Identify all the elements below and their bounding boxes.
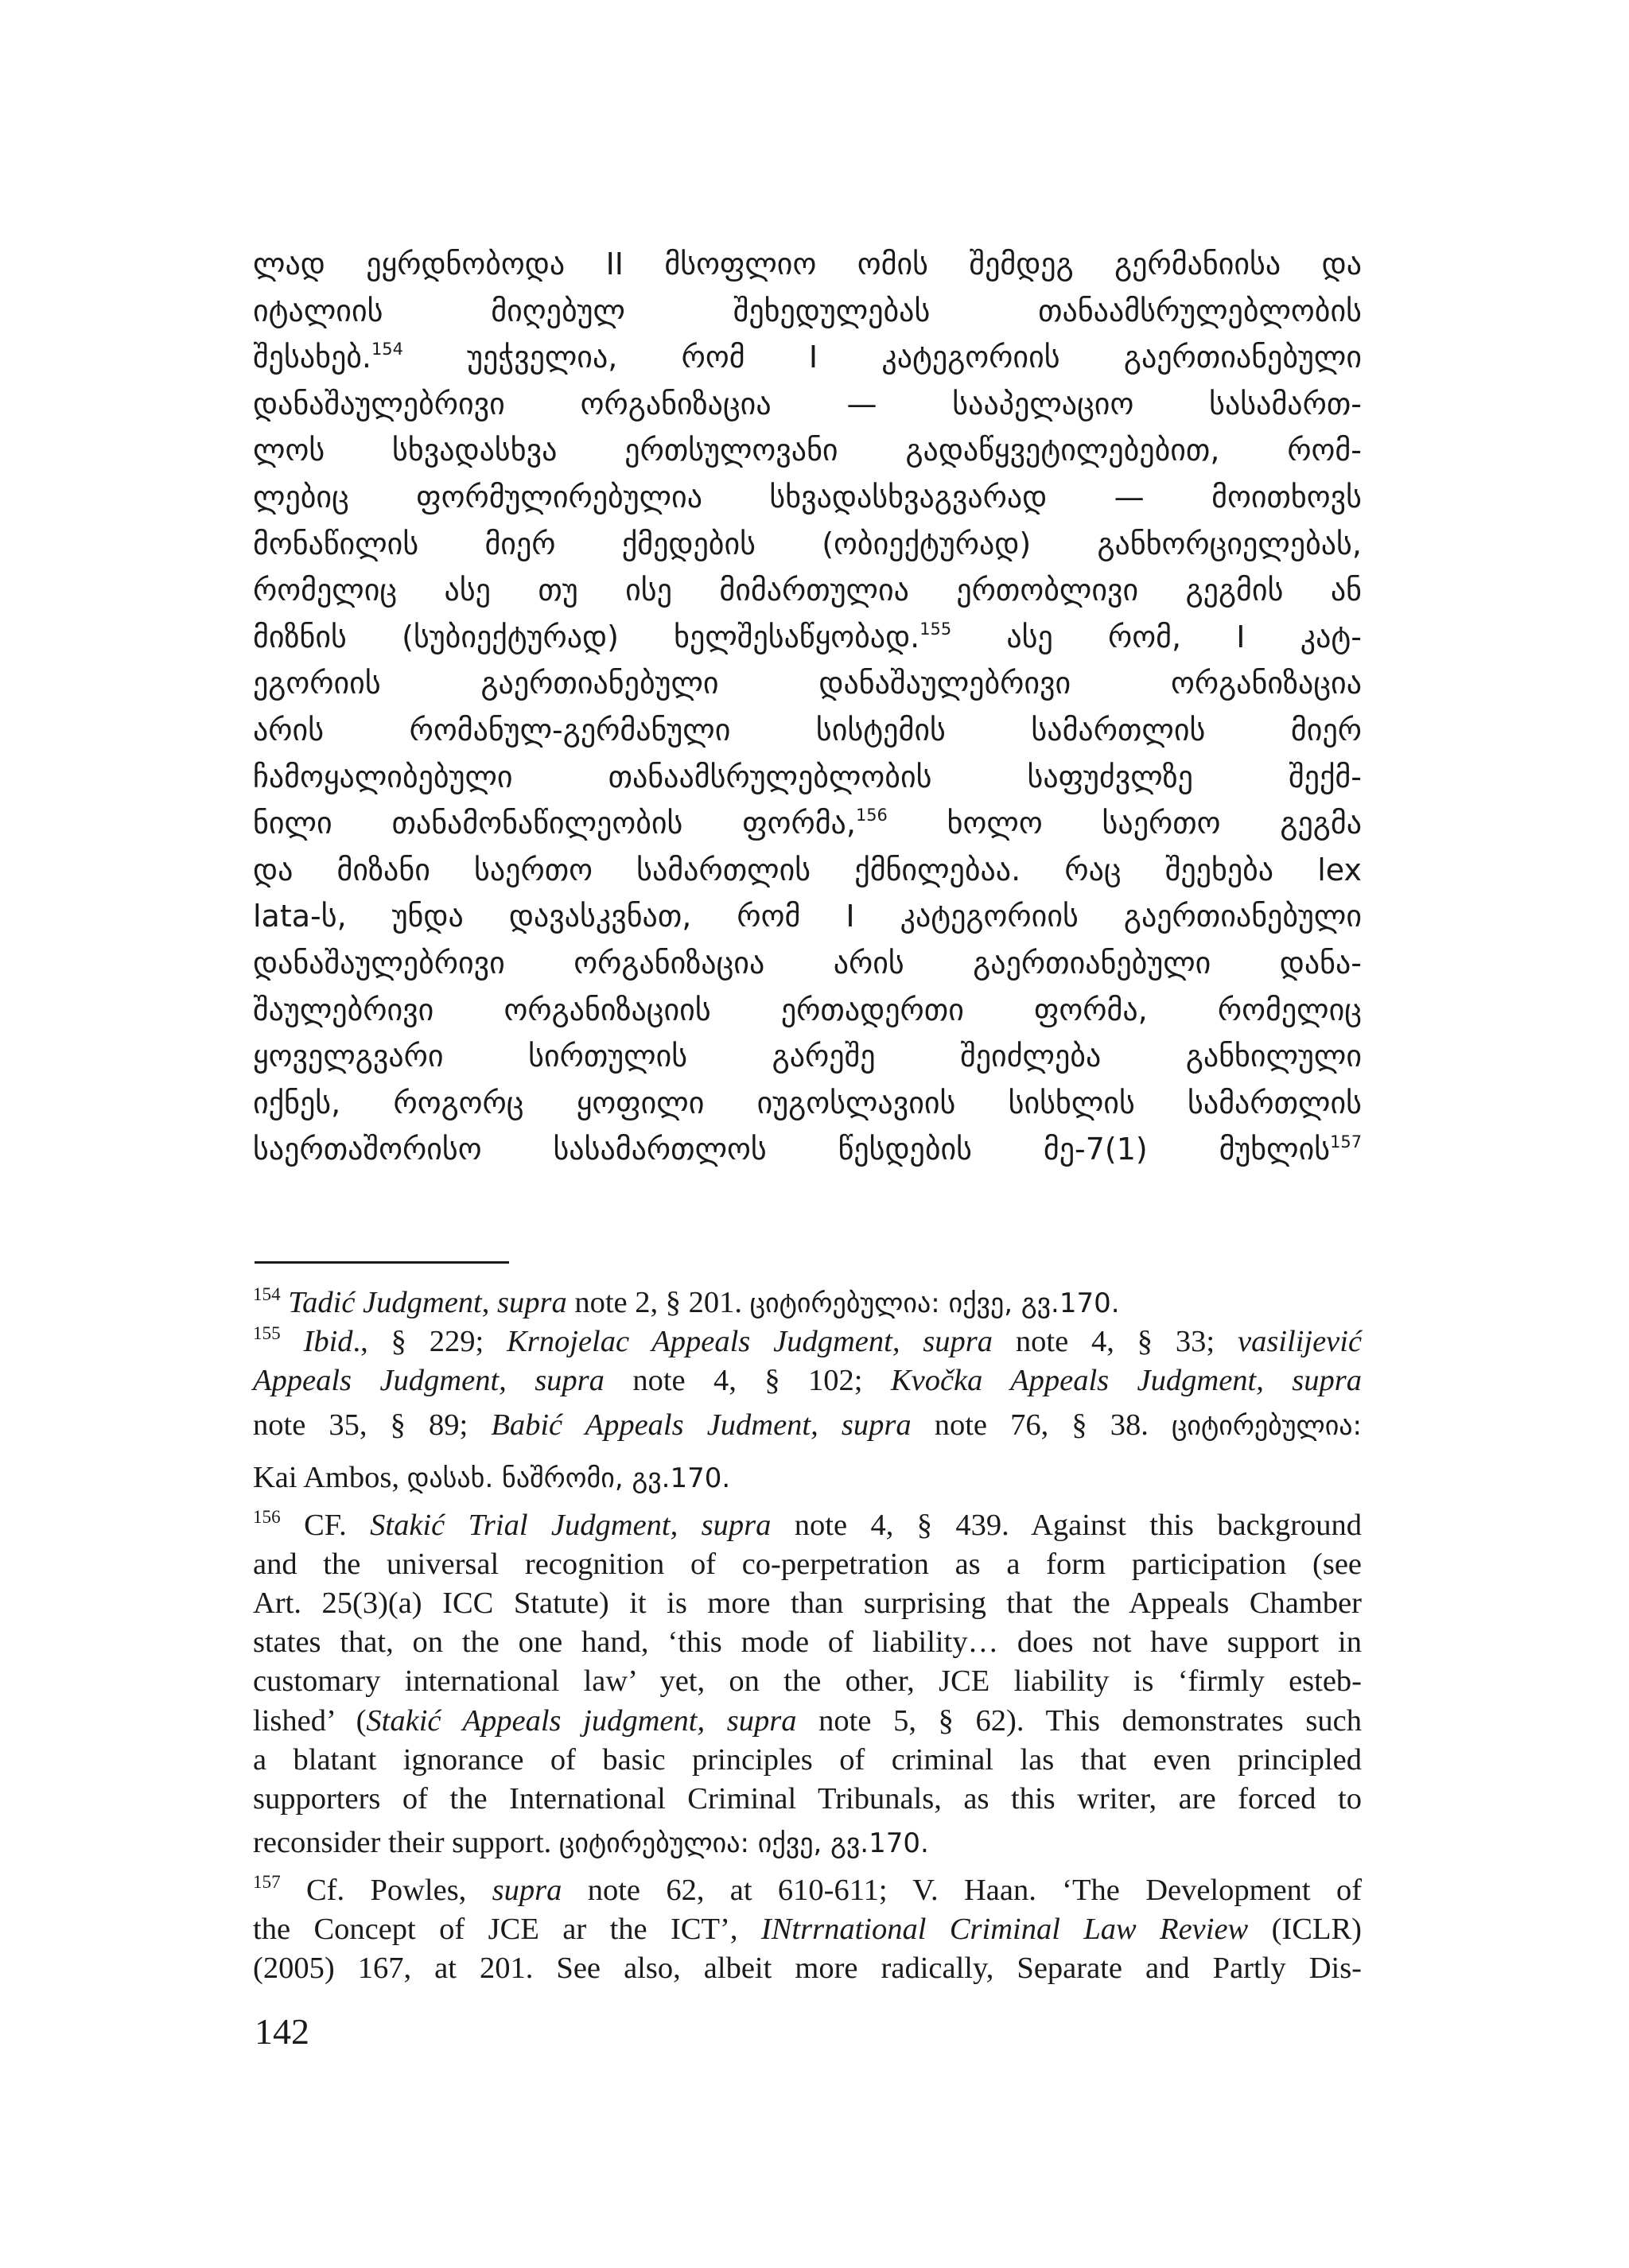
body-text [253, 241, 1362, 1173]
body-line: საერთაშორისო სასამართლოს წესდების მე-7(1) მუხლის$^{157}$ [253, 1132, 1362, 1167]
body-line: შესახებ.$^{154}$ უეჭველია, რომ I კატეგორიის გაერთიანებული [253, 340, 1362, 375]
footnote-separator [255, 1261, 509, 1264]
footnote-line: the Concept of JCE ar the ICT’, INtrrnational Criminal Law Review (ICLR) [253, 1913, 1362, 1947]
footnote-line: note 35, § 89; Babić Appeals Judment, supra note 76, § 38. ციტირებულია: [253, 1408, 1363, 1442]
footnote-line: Appeals Judgment, supra note 4, § 102; Kvočka Appeals Judgment, supra [253, 1364, 1363, 1398]
footnote-line: Kai Ambos, დასახ. ნაშრომი, გვ.170. [253, 1460, 731, 1494]
body-line: არის რომანულ-გერმანული სისტემის სამართლის მიერ [253, 712, 1362, 748]
footnote-156: $^{156}$ CF. Stakić Trial Judgment, supra note 4, § 439. Against this background [253, 1505, 1363, 1542]
body-line: ლად ეყრდნობოდა II მსოფლიო ომის შემდეგ გერმანიისა და [253, 247, 1362, 282]
footnote-line: supporters of the International Criminal Tribunals, as this writer, are forced to [253, 1781, 1362, 1816]
body-line: ლოს სხვადასხვა ერთსულოვანი გადაწყვეტილებებით, რომ- [253, 433, 1362, 468]
body-line: მონაწილის მიერ ქმედების (ობიექტურად) განხორციელებას, [253, 526, 1362, 561]
body-line: რომელიც ასე თუ ისე მიმართულია ერთობლივი გეგმის ან [253, 573, 1362, 608]
footnote-ref-156[interactable]: 156 [855, 806, 888, 825]
body-line: lata-ს, უნდა დავასკვნათ, რომ I კატეგორიის გაერთიანებული [253, 899, 1362, 934]
footnote-line: (2005) 167, at 201. See also, albeit more radically, Separate and Partly Dis- [253, 1951, 1362, 1986]
footnote-154: $^{154}$ Tadić Judgment, supra note 2, § 201. ციტირებულია: იქვე, გვ.170. [253, 1284, 1120, 1319]
footnotes [253, 1284, 1362, 1989]
body-line: ლებიც ფორმულირებულია სხვადასხვაგვარად — მოითხოვს [253, 479, 1362, 515]
footnote-157: $^{157}$ Cf. Powles, supra note 62, at 610-611; V. Haan. ‘The Development of [253, 1871, 1363, 1908]
footnote-ref-155[interactable]: 155 [919, 619, 952, 639]
footnote-line: reconsider their support. ციტირებულია: იქვე, გვ.170. [253, 1826, 929, 1860]
footnote-line: Art. 25(3)(a) ICC Statute) it is more than surprising that the Appeals Chamber [253, 1586, 1362, 1620]
footnote-ref-154[interactable]: 154 [371, 340, 403, 359]
body-line: და მიზანი საერთო სამართლის ქმნილებაა. რაც შეეხება lex [253, 852, 1362, 887]
footnote-line: a blatant ignorance of basic principles of criminal las that even principled [253, 1742, 1362, 1777]
body-line: ნილი თანამონაწილეობის ფორმა,$^{156}$ ხოლო საერთო გეგმა [253, 806, 1362, 841]
footnote-line: states that, on the one hand, ‘this mode of liability… does not have support in [253, 1625, 1362, 1660]
footnote-line: and the universal recognition of co-perpetration as a form participation (see [253, 1547, 1362, 1581]
body-line: მიზნის (სუბიექტურად) ხელშესაწყობად.$^{155}$ ასე რომ, I კატ- [253, 619, 1362, 654]
body-line: დანაშაულებრივი ორგანიზაცია არის გაერთიანებული დანა- [253, 945, 1362, 981]
body-line: ჩამოყალიბებული თანაამსრულებლობის საფუძვლზე შექმ- [253, 759, 1362, 794]
footnote-line: customary international law’ yet, on the other, JCE liability is ‘firmly esteb- [253, 1664, 1362, 1699]
footnote-ref-157[interactable]: 157 [1330, 1132, 1362, 1151]
body-line: ყოველგვარი სირთულის გარეშე შეიძლება განხილული [253, 1039, 1362, 1074]
body-line: ეგორიის გაერთიანებული დანაშაულებრივი ორგანიზაცია [253, 666, 1362, 701]
body-line: იტალიის მიღებულ შეხედულებას თანაამსრულებლობის [253, 293, 1362, 328]
body-line: იქნეს, როგორც ყოფილი იუგოსლავიის სისხლის სამართლის [253, 1085, 1362, 1120]
page-number: 142 [255, 2011, 309, 2052]
body-line: დანაშაულებრივი ორგანიზაცია — სააპელაციო სასამართ- [253, 386, 1362, 421]
footnote-155: $^{155}$ Ibid., § 229; Krnojelac Appeals Judgment, supra note 4, § 33; vasilijević [253, 1322, 1363, 1359]
footnote-line: lished’ (Stakić Appeals judgment, supra note 5, § 62). This demonstrates such [253, 1703, 1362, 1738]
body-line: შაულებრივი ორგანიზაციის ერთადერთი ფორმა, რომელიც [253, 992, 1362, 1027]
